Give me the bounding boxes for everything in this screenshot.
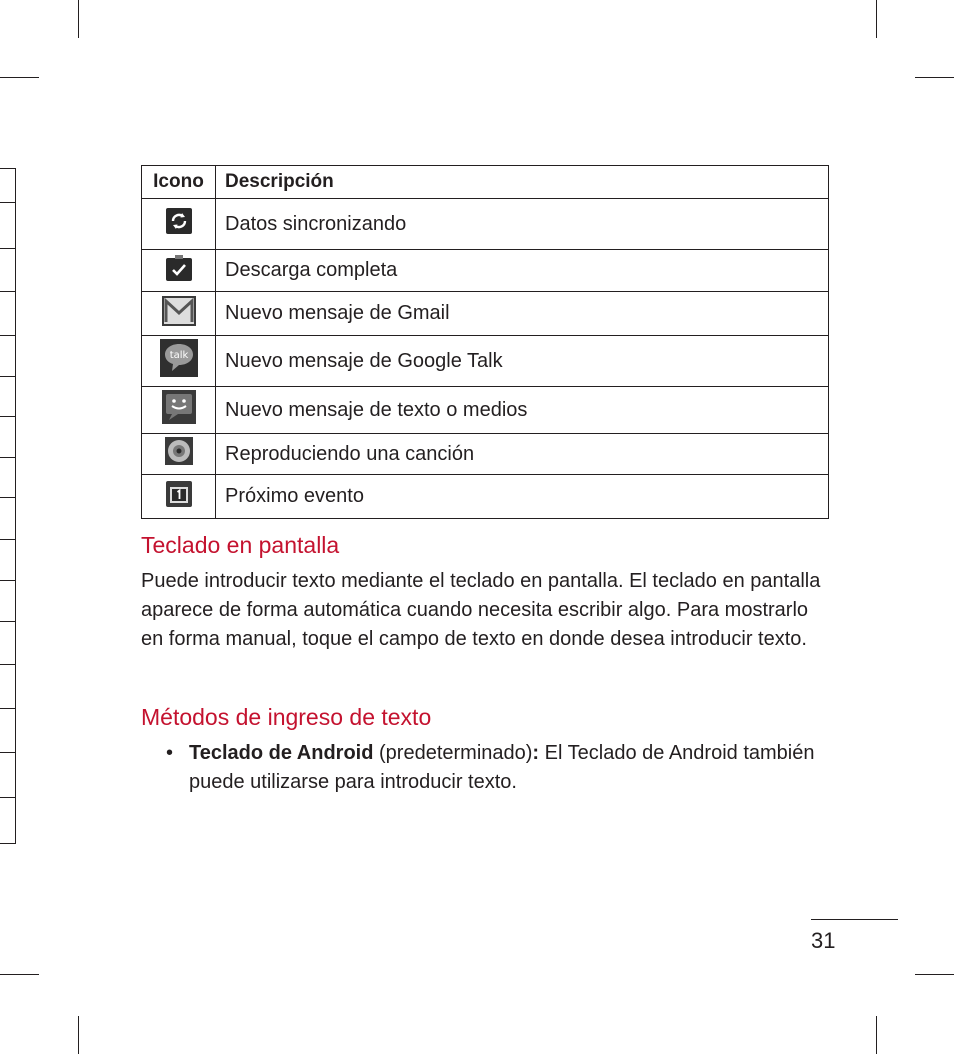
row-description: Nuevo mensaje de texto o medios [216, 387, 829, 434]
music-playing-icon [165, 437, 193, 471]
side-tab-line [0, 664, 16, 665]
gmail-icon [162, 296, 196, 332]
side-tab-line [0, 539, 16, 540]
side-tab-line [0, 416, 16, 417]
section-body-teclado: Puede introducir texto mediante el teclado en pantalla. El teclado en pantalla aparece de forma automática cuando necesita escribir algo. Para mostrarlo en forma manual, toque el campo de texto en donde desea introducir texto. [141, 570, 821, 650]
side-tab-line [0, 168, 16, 169]
row-description: Próximo evento [216, 475, 829, 519]
icon-table [141, 165, 829, 519]
crop-mark [78, 1016, 79, 1054]
crop-mark [876, 0, 877, 38]
table-row [142, 336, 829, 387]
svg-text:talk: talk [169, 350, 188, 361]
table-row [142, 292, 829, 336]
crop-mark [876, 1016, 877, 1054]
bullet-rest: El Teclado de Android también puede utilizarse para introducir texto. [189, 742, 815, 793]
page-number-rule [811, 919, 898, 920]
side-tab-line [0, 497, 16, 498]
side-tab-line [0, 202, 16, 203]
bullet-item [189, 739, 829, 797]
bullet-paren: (predeterminado) [373, 742, 533, 764]
side-tab-line [0, 335, 16, 336]
header-description: Descripción [216, 166, 829, 199]
row-description: Nuevo mensaje de Google Talk [216, 336, 829, 387]
page-number: 31 [811, 928, 836, 953]
bullet-bold: Teclado de Android [189, 742, 374, 764]
calendar-event-icon [166, 481, 192, 513]
side-tab-line [0, 457, 16, 458]
bullet-colon: : [532, 742, 540, 764]
row-description: Descarga completa [216, 250, 829, 292]
crop-mark [915, 974, 954, 975]
section-heading-metodos: Métodos de ingreso de texto [141, 704, 432, 730]
crop-mark [78, 0, 79, 38]
download-complete-icon [166, 255, 192, 287]
side-tab-line [0, 797, 16, 798]
crop-mark [0, 974, 39, 975]
header-icon: Icono [142, 166, 216, 199]
side-tab-edge [15, 168, 16, 844]
side-tab-line [0, 843, 16, 844]
side-tab-line [0, 580, 16, 581]
bullet-symbol: • [166, 742, 174, 764]
sync-icon [166, 208, 192, 240]
side-tab-line [0, 248, 16, 249]
row-description: Nuevo mensaje de Gmail [216, 292, 829, 336]
crop-mark [915, 77, 954, 78]
side-tab-line [0, 621, 16, 622]
side-tab-line [0, 376, 16, 377]
message-icon [162, 390, 196, 430]
side-tab-line [0, 752, 16, 753]
table-row [142, 434, 829, 475]
table-header-row [142, 166, 829, 199]
google-talk-icon [160, 339, 198, 383]
side-tab-line [0, 708, 16, 709]
section-heading-teclado: Teclado en pantalla [141, 532, 340, 558]
row-description: Reproduciendo una canción [216, 434, 829, 475]
table-row [142, 387, 829, 434]
side-tab-line [0, 291, 16, 292]
table-row [142, 250, 829, 292]
crop-mark [0, 77, 39, 78]
table-row [142, 199, 829, 250]
table-row [142, 475, 829, 519]
row-description: Datos sincronizando [216, 199, 829, 250]
